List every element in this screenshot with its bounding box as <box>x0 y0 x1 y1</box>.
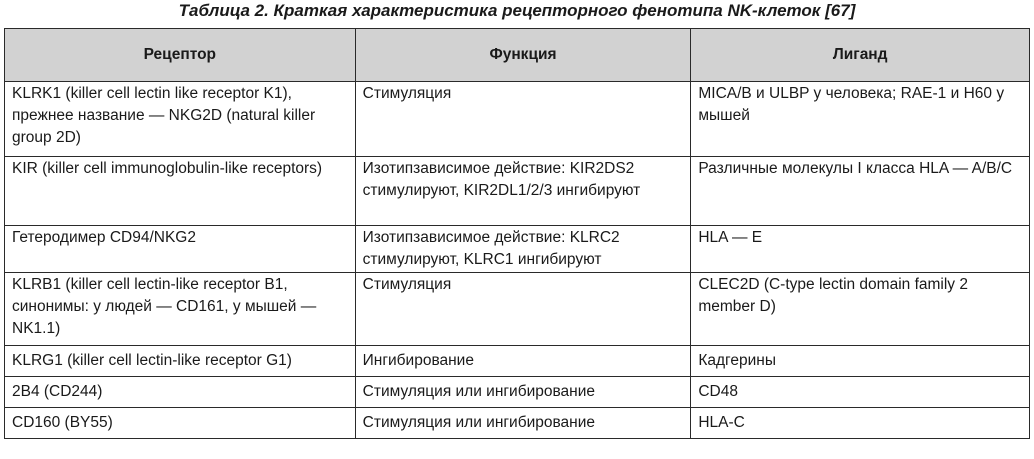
cell-receptor: Гетеродимер CD94/NKG2 <box>5 226 356 273</box>
header-ligand: Лиганд <box>691 29 1030 82</box>
cell-function: Ингибирование <box>355 346 691 377</box>
table-caption: Таблица 2. Краткая характеристика рецепторного фенотипа NK-клеток [67] <box>178 1 856 20</box>
nk-receptor-table <box>4 28 1030 439</box>
cell-function: Стимуляция или ингибирование <box>355 377 691 408</box>
cell-receptor: KLRK1 (killer cell lectin like receptor K1), прежнее название — NKG2D (natural killer group 2D) <box>5 82 356 157</box>
cell-receptor: 2B4 (CD244) <box>5 377 356 408</box>
cell-ligand: HLA-C <box>691 408 1030 439</box>
header-function: Функция <box>355 29 691 82</box>
cell-ligand: Кадгерины <box>691 346 1030 377</box>
table-row <box>5 346 1030 377</box>
table-row <box>5 82 1030 157</box>
table-row <box>5 408 1030 439</box>
cell-ligand: Различные молекулы I класса HLA — A/B/C <box>691 157 1030 226</box>
cell-function: Стимуляция <box>355 273 691 346</box>
cell-ligand: HLA — E <box>691 226 1030 273</box>
table-header-row <box>5 29 1030 82</box>
cell-receptor: CD160 (BY55) <box>5 408 356 439</box>
cell-receptor: KLRB1 (killer cell lectin-like receptor B1, синонимы: у людей — CD161, у мышей — NK1.1) <box>5 273 356 346</box>
cell-ligand: CD48 <box>691 377 1030 408</box>
cell-function: Стимуляция <box>355 82 691 157</box>
cell-function: Изотипзависимое действие: KIR2DS2 стимулируют, KIR2DL1/2/3 ингибируют <box>355 157 691 226</box>
cell-receptor: KIR (killer cell immunoglobulin-like receptors) <box>5 157 356 226</box>
cell-ligand: CLEC2D (C-type lectin domain family 2 member D) <box>691 273 1030 346</box>
cell-ligand: MICA/B и ULBP у человека; RAE-1 и H60 у мышей <box>691 82 1030 157</box>
table-row <box>5 273 1030 346</box>
cell-function: Стимуляция или ингибирование <box>355 408 691 439</box>
cell-function: Изотипзависимое действие: KLRC2 стимулируют, KLRC1 ингибируют <box>355 226 691 273</box>
cell-receptor: KLRG1 (killer cell lectin-like receptor G1) <box>5 346 356 377</box>
table-row <box>5 226 1030 273</box>
header-receptor: Рецептор <box>5 29 356 82</box>
table-row <box>5 157 1030 226</box>
table-row <box>5 377 1030 408</box>
